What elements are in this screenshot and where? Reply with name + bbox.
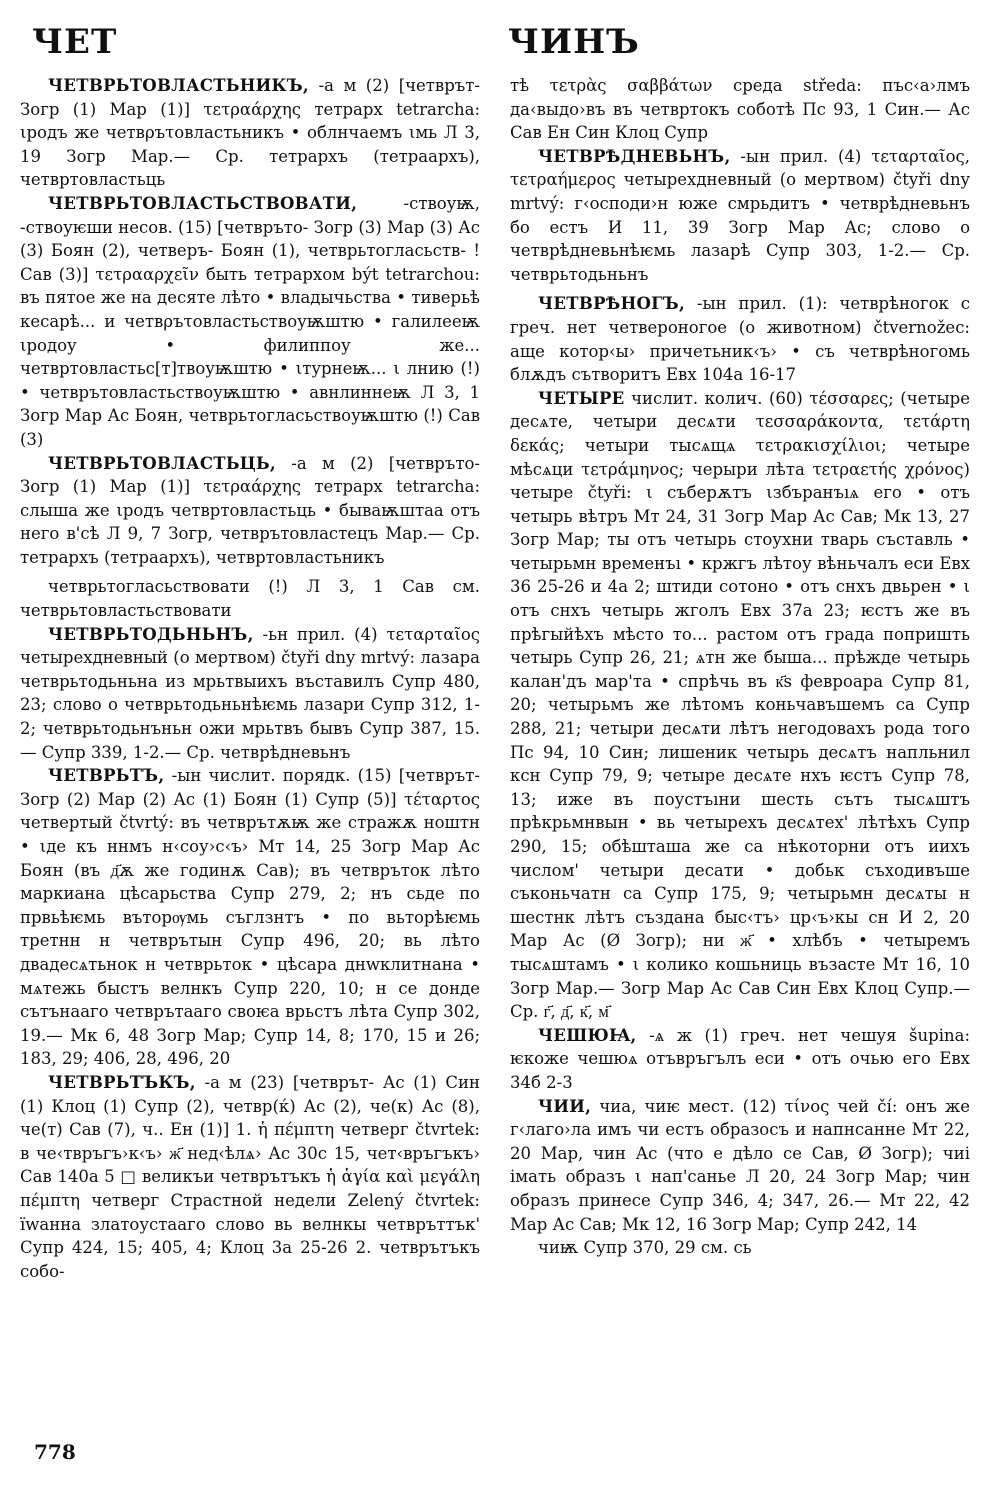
entry-headword: ЧЕТВРЬТОВЛАСТЬЦЬ, [48, 453, 276, 473]
dictionary-entry [510, 1236, 970, 1260]
entry-text: тѣ τετρὰς σαββάτων среда středa: пъс‹а›лмъ да‹выдо›въ въ четвртокъ соботѣ Пс 93, 1 Син.— Ас Сав Ен Син Клоц Супр [510, 76, 970, 143]
entry-headword: ЧЕТВРѢДНЕВЬНЪ, [538, 146, 731, 166]
entry-text: четврьтогласьствовати (!) Л 3, 1 Сав см. четврьтовластьствовати [20, 577, 480, 621]
left-column [20, 74, 480, 1283]
entry-headword: ЧЕТВРЬТЪКЪ, [48, 1072, 196, 1092]
dictionary-entry [20, 764, 480, 1071]
entry-headword: ЧЕТВРЬТЪ, [48, 766, 165, 786]
page-number: 778 [34, 1440, 76, 1464]
entry-text: чиа, чиѥ мест. (12) τίνος чей čí: онъ же г‹лаго›ла имъ чи естъ образосъ и напнсанне Мт 22, 20 Мар, чин Ас (что е дѣло се Сав, Ø Зогр); чиі імать образъ ι нап'санье Л 20, 24 Зогр Мар; чин образъ принесе Супр 346, 4; 347, 26.— Мт 22, 42 Мар Ас Сав; Мк 12, 16 Зогр Мар; Супр 242, 14 [510, 1096, 971, 1234]
entry-text: числит. колич. (60) τέσσαρες; (четыре десѧте, четыри десѧти τεσσαράκοντα, τετάρτη δεκάς; четыри тысѧщѧ τετρακισχίλιοι; четыре мѣсѧци τετράμηνος; черыри лѣта τετραετής χρόνος) четыре čtyři: ι съберѫтъ ιзбъранъıѧ его • отъ четырь вѣтръ Мт 24, 31 Зогр Мар Ас Сав; Мк 13, 27 Зогр Мар; ты отъ четырь стоухни тварь съставль • четырьмн временъı • кржгъ лѣтоу вѣньчалъ еси Евх 36 25-26 и 4а 2; штиди сотоно • отъ снхъ двьрен • ι отъ снхъ четырь жголъ Евх 37а 23; ѥстъ же въ прѣгыйѣхъ мѣсто то... растом отъ града попришть четырь Супр 26, 21; ѧтн же быша... прѣжде четырь калан'дъ мар'та • спрѣчь въ к҃s февроара Супр 81, 20; четырьмъ же лѣтомъ коньчавъшемъ са Супр 288, 21; четыри десѧти лѣтъ негодовахъ рода того Пс 94, 10 Син; лишеник четырь десѧтъ напльнил ксн Супр 79, 9; четыре десѧте нхъ ѥстъ Супр 78, 13; иже въ поустъıни шесть сътъ тысѧштъ прѣкрьмнвын • вь четырехъ десѧтех' лѣтѣхъ Супр 290, 15; обѣшташа же са нѣкоторни отъ иихъ числом' четыри десати • добьк съходивъше съконьчатн са Супр 175, 9; четырьмн десѧты н шестнк лѣтъ създана быс‹тъ› цр‹ъ›кы сн И 2, 20 Мар Ас (Ø Зогр); ни ж҃ • хлѣбъ • четыремъ тысѧштамъ • ι колико кошьниць възасте Мт 16, 10 Зогр Мар.— Зогр Мар Ас Сав Син Евх Клоц Супр.— Ср. г҃, д҃, к҃, м҃ [510, 388, 970, 1022]
dictionary-entry [20, 623, 480, 765]
dictionary-entry [510, 1095, 970, 1237]
dictionary-entry [510, 387, 970, 1024]
entry-text: -ьн прил. (4) τεταρταῖος четырехдневный (о мертвом) čtyři dny mrtvý: лазара четврьтодьньна из мрьтвыихъ въставилъ Супр 480, 23; слово о четврьтодьньнѣѥмь лазари Супр 312, 1-2; четврьтодьнъньн ожи мрьтвъ бывъ Супр 387, 15.— Супр 339, 1-2.— Ср. четврѣдневьнъ [20, 624, 480, 762]
entry-headword: ЧИИ, [538, 1096, 592, 1116]
entry-text: -ын числит. порядк. (15) [четврът- Зогр (2) Мар (2) Ас (1) Боян (1) Супр (5)] τέταρτος четвертый čtvrtý: въ четврътѫѭ же стражѫ ноштн • ιде къ ннмъ н‹соу›с‹ъ› Мт 14, 25 Зогр Мар Ас Боян (въ д҃ѫ же годинѫ Сав); въ четвръток лѣто маркиана цѣсарьства Супр 279, 2; нъ сьде по првьѣѥмь въторѹмь съглзнтъ • по вьторѣѥмь третнн н четврътын Супр 496, 20; вь лѣто двадесѧтьнок н четврьток • цѣсара днwклитнана • мѧтежь быстъ велнкъ Супр 220, 10; н се донде сътънааго четврътааго своѥа врьстъ лѣта Супр 302, 19.— Мк 6, 48 Зогр Мар; Супр 14, 8; 170, 15 и 26; 183, 29; 406, 28, 496, 20 [20, 766, 481, 1069]
running-head-left: ЧЕТ [32, 22, 118, 62]
entry-text: -а м (2) [четвръто- Зогр (1) Мар (1)] τετραάρχης тетрарх tetrarcha: слыша же ιродъ четвртовластьць • бываѭштаа отъ него в'сѣ Л 9, 7 Зогр, четврътовластецъ Мар.— Ср. тетрархъ (тетраархъ), четвртовластьникъ [20, 453, 480, 567]
entry-text: -ын прил. (4) τεταρταῖος, τετραήμερος четырехдневный (о мертвом) čtyři dny mrtvý: г‹осподи›н юже смрьдитъ • четврѣдневьнъ бо естъ И 11, 39 Зогр Мар Ас; слово о четврѣдневьнѣѥмь лазарѣ Супр 303, 1-2.— Ср. четврьтодьньнъ [510, 146, 970, 284]
entry-headword: ЧЕТВРѢНОГЪ, [538, 294, 685, 314]
dictionary-entry [510, 74, 970, 145]
running-head-right: ЧИНЪ [508, 22, 640, 62]
dictionary-entry [20, 452, 480, 570]
dictionary-entry [20, 74, 480, 192]
dictionary-entry [510, 145, 970, 287]
entry-headword: ЧЕТВРЬТОДЬНЬНЪ, [48, 624, 254, 644]
entry-text: -а м (23) [четврът- Ас (1) Син (1) Клоц (1) Супр (2), четвр(ќ) Ас (2), че(к) Ас (8), че(т) Сав (7), ч.. Ен (1)] 1. ἡ πέμπτη четверг čtvrtek: в че‹твръгъ›к‹ъ› ж҃ нед‹ѣлѧ› Ас 30с 15, чет‹връгъкъ› Сав 140а 5 □ великъи четврътъкъ ἡ ἁγία καὶ μεγάλη πέμπτη четверг Страстной недели Zelený čtvrtek: їwанна златоустааго слово вь велнкы четвръттък' Супр 424, 15; 405, 4; Клоц 3а 25-26 2. четврътъкъ собо- [20, 1072, 481, 1281]
entry-headword: ЧЕТВРЬТОВЛАСТЬСТВОВАТИ, [48, 193, 358, 213]
right-column [510, 74, 970, 1260]
dictionary-entry [20, 1071, 480, 1283]
entry-text: -а м (2) [четврът- Зогр (1) Мар (1)] τετραάρχης тетрарх tetrarcha: ιродъ же четвρъτοвластьникъ • облнчаемъ ιмь Л 3, 19 Зогр Мар.— Ср. тетрархъ (тетраархъ), четвртовластьць [20, 76, 480, 190]
dictionary-entry [20, 192, 480, 452]
dictionary-entry [20, 575, 480, 622]
entry-headword: ЧЕТВРЬТОВЛАСТЬНИКЪ, [48, 76, 309, 95]
entry-headword: ЧЕШЮꙖ, [538, 1025, 637, 1045]
entry-text: чиѭ Супр 370, 29 см. сь [538, 1238, 752, 1258]
entry-headword: ЧЕТЫРЕ [538, 388, 625, 408]
dictionary-entry [510, 1024, 970, 1095]
entry-text: -ствоуѭ, -ствоуѥши несов. (15) [четвръто- Зогр (3) Мар (3) Ас (3) Боян (2), четверъ- Боян (1), четврьтогласьств- ! Сав (3)] τετρααρχεῖν быть тетрархом být tetrarchou: въ пятое же на десяте лѣто • владычьства • тиверьѣ кесарѣ... и четвρъτовластьствоуѭштю • галилееѭ ιродоу • филиппоу же... четвртовластьс[т]твоуѭштю • ιтурнеѭ... ι лнию (!) • четврътовластьствоуѭштю • авнлиннеѭ Л 3, 1 Зогр Мар Ас Боян, четврьтогласьствоуѭштю (!) Сав (3) [20, 193, 480, 449]
entry-text: -ын прил. (1): четврѣногок с греч. нет четвероногое (о животном) čtvernožec: аще котор‹ы› причетьник‹ъ› • съ четврѣногомь блѫдъ сътворитъ Евх 104а 16-17 [510, 294, 970, 385]
entry-text: -ѧ ж (1) греч. нет чешуя šupina: ѥкоже чешюѧ отъвръгълъ еси • отъ очью его Евх 34б 2-3 [510, 1025, 970, 1092]
dictionary-entry [510, 292, 970, 386]
